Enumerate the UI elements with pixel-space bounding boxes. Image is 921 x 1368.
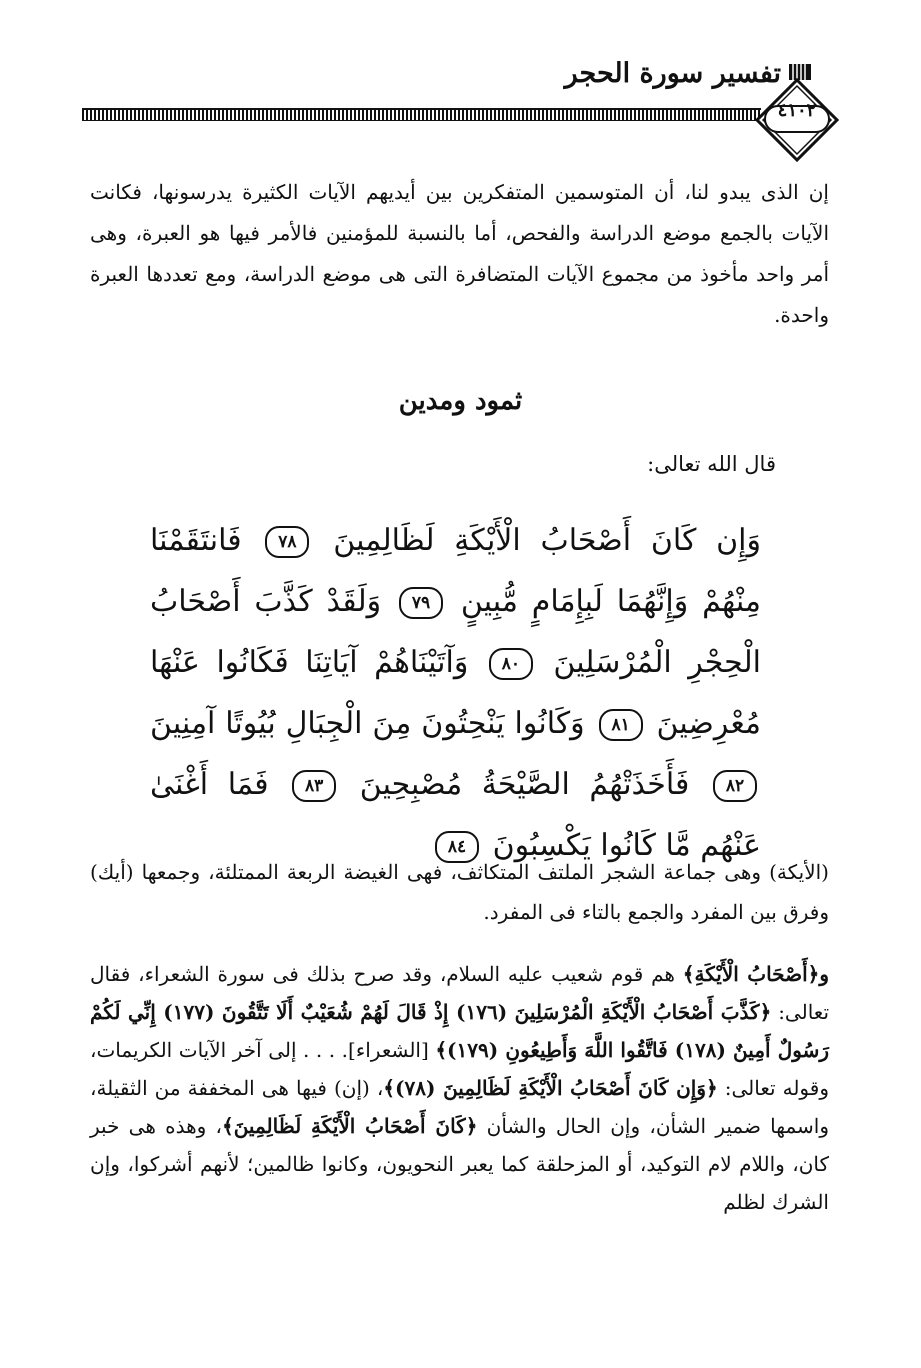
- quote-verse-78: ﴿وَإِن كَانَ أَصْحَابُ الْأَيْكَةِ لَظَالِمِينَ (٧٨)﴾: [383, 1076, 718, 1100]
- ayah-number-79: ٧٩: [399, 587, 443, 619]
- intro-text: قال الله تعالى:: [647, 452, 776, 476]
- paragraph-3-text-a: هم قوم شعيب عليه السلام، وقد صرح بذلك فى سورة الشعراء، فقال تعالى:: [90, 962, 830, 1024]
- ayah-number-81: ٨١: [599, 709, 643, 741]
- paragraph-2: (الأيكة) وهى جماعة الشجر الملتف المتكاثف، فهى الغيضة الربعة الممتلئة، وجمعها (أيك) وفرق بين المفرد والجمع بالتاء فى المفرد.: [90, 860, 829, 924]
- paragraph-3: [90, 955, 829, 1221]
- verse-80: وَلَقَدْ كَذَّبَ أَصْحَابُ الْحِجْرِ الْمُرْسَلِينَ: [150, 584, 761, 680]
- page-number: ٤١٠٢: [777, 100, 817, 121]
- ayah-number-83: ٨٣: [292, 770, 336, 802]
- section-title: ثمود ومدين: [398, 386, 523, 416]
- quote-shuara-verses: ﴿كَذَّبَ أَصْحَابُ الْأَيْكَةِ الْمُرْسَلِينَ (١٧٦) إِذْ قَالَ لَهُمْ شُعَيْبٌ أَلَا تَتَّقُونَ (١٧٧) إِنِّي لَكُمْ رَسُولٌ أَمِينٌ (١٧٨) فَاتَّقُوا اللَّهَ وَأَطِيعُونِ (١٧٩)﴾: [90, 1000, 829, 1062]
- verse-81: وَآتَيْنَاهُمْ آيَاتِنَا فَكَانُوا عَنْهَا مُعْرِضِينَ: [150, 645, 761, 741]
- verse-82: وَكَانُوا يَنْحِتُونَ مِنَ الْجِبَالِ بُيُوتًا آمِنِينَ: [150, 706, 585, 741]
- paragraph-3-text-b: [الشعراء]. . . . إلى آخر الآيات الكريمات، وقوله تعالى:: [90, 1038, 829, 1100]
- verse-84: فَمَا أَغْنَىٰ عَنْهُم مَّا كَانُوا يَكْسِبُونَ: [150, 767, 761, 863]
- verse-78: وَإِن كَانَ أَصْحَابُ الْأَيْكَةِ لَظَالِمِينَ: [333, 523, 762, 558]
- paragraph-3-text-d: ، وهذه هى خبر كان، واللام لام التوكيد، أو المزحلقة كما يعبر النحويون، وكانوا ظالمين؛ لأنهم أشركوا، وإن الشرك لظلم: [90, 1114, 829, 1214]
- paragraph-1: إن الذى يبدو لنا، أن المتوسمين المتفكرين بين أيديهم الآيات الكثيرة يدرسونها، فكانت الآيات بالجمع موضع الدراسة والفحص، أما بالنسبة للمؤمنين فالأمر فيها هو العبرة، وهى أمر واحد مأخوذ من مجموع الآيات المتضافرة التى هى موضع الدراسة، ومع تعددها العبرة واحدة.: [90, 180, 829, 327]
- quote-ashab-al-aykah: و﴿أَصْحَابُ الْأَيْكَةِ﴾: [682, 962, 829, 986]
- running-header-title: تفسير سورة الحجر: [564, 58, 781, 89]
- ayah-number-78: ٧٨: [265, 526, 309, 558]
- verse-79: فَانتَقَمْنَا مِنْهُمْ وَإِنَّهُمَا لَبِإِمَامٍ مُّبِينٍ: [150, 523, 762, 619]
- header-rule: [82, 108, 761, 121]
- ayah-number-82: ٨٢: [713, 770, 757, 802]
- quote-kana-ashab: ﴿كَانَ أَصْحَابُ الْأَيْكَةِ لَظَالِمِينَ﴾: [221, 1114, 478, 1138]
- ayah-number-80: ٨٠: [489, 648, 533, 680]
- quran-passage: [150, 510, 761, 876]
- paragraph-3-text-c: ، (إن) فيها هى المخففة من الثقيلة، واسمها ضمير الشأن، وإن الحال والشأن: [90, 1076, 830, 1138]
- ayah-number-84: ٨٤: [435, 831, 479, 863]
- verse-83: فَأَخَذَتْهُمُ الصَّيْحَةُ مُصْبِحِينَ: [359, 767, 690, 802]
